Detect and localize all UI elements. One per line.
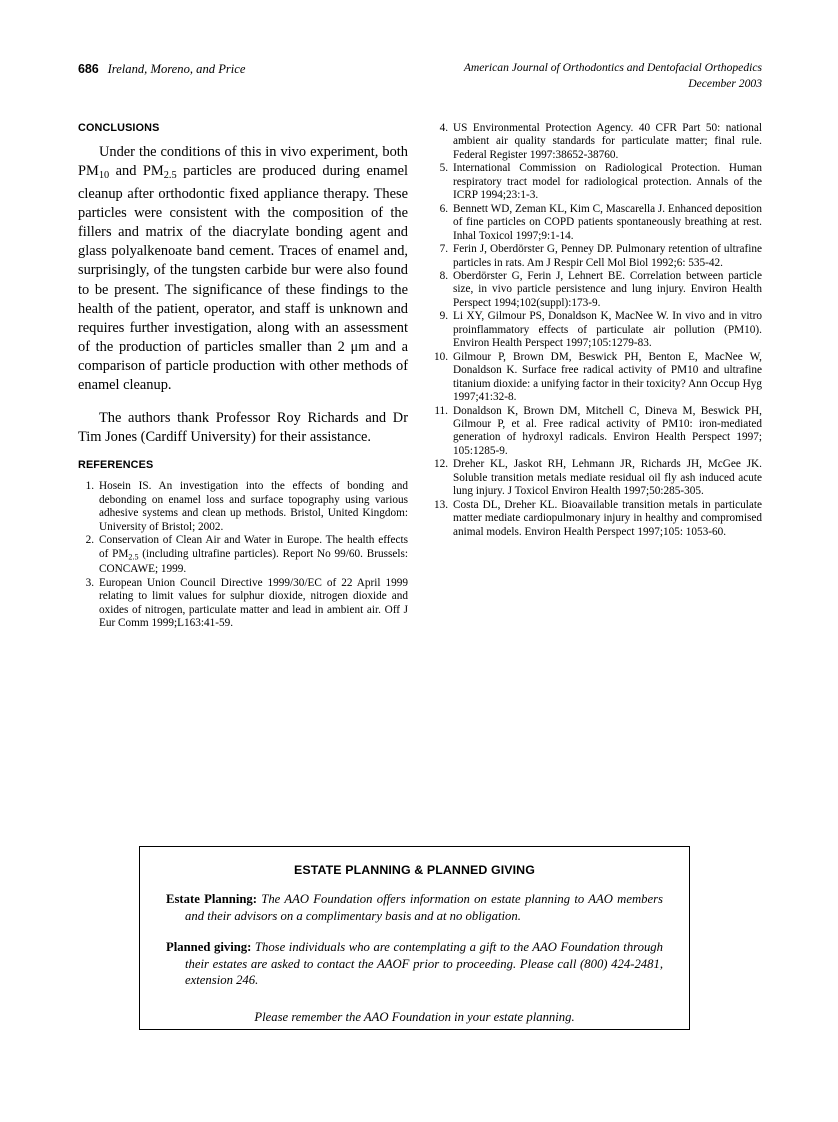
reference-text: Bennett WD, Zeman KL, Kim C, Mascarella J. Enhanced deposition of fine particles on COPD patients spontaneously breathing at rest. Inhal Toxicol 1997;9:1-14. xyxy=(453,202,762,242)
planned-giving-paragraph xyxy=(166,939,663,989)
reference-item xyxy=(432,270,762,310)
conclusions-heading: CONCLUSIONS xyxy=(78,122,160,134)
notice-title: ESTATE PLANNING & PLANNED GIVING xyxy=(294,863,535,877)
reference-number: 10. xyxy=(433,350,448,363)
reference-number: 8. xyxy=(439,269,448,282)
reference-number: 9. xyxy=(439,310,448,323)
reference-text-part-2: (including ultrafine particles). Report No 99/60. Brussels: CONCAWE; 1999. xyxy=(99,547,408,576)
reference-text: Hosein IS. An investigation into the effects of bonding and debonding on enamel loss and surface topography using various adhesive systems and clean up methods. Bristol, United Kingdom: University of Bristol; 2002. xyxy=(99,480,408,533)
reference-text: International Commission on Radiological Protection. Human respiratory tract model for radiological protection. Annals of the ICRP 1994;23:1-3. xyxy=(453,162,762,202)
conclusions-text-2: and PM xyxy=(109,163,164,180)
left-column xyxy=(78,122,408,631)
planned-giving-label: Planned giving: xyxy=(166,940,252,955)
paragraph-spacer xyxy=(78,395,408,409)
acknowledgment-spacer xyxy=(78,447,408,459)
right-column xyxy=(432,122,762,539)
running-head xyxy=(78,60,762,100)
conclusions-text-3: particles are produced during enamel cleanup after orthodontic fixed appliance therapy. These particles were consistent with the composition of the fillers and matrix of the diacrylate bonding agent and glass polyalkenoate band cement. Traces of enamel and, surprisingly, of the tungsten carbide bur were also found to be present. The significance of these findings to the health of the patient, operator, and staff is unknown and requires further investigation, along with an assessment of the production of particles smaller than 2 μm and a comparison of particle production with other methods of enamel cleanup. xyxy=(78,163,408,394)
reference-item xyxy=(432,162,762,202)
notice-content xyxy=(140,847,689,1025)
reference-item xyxy=(432,405,762,459)
notice-spacer xyxy=(166,924,663,939)
conclusions-text-1: Under the conditions of this in vivo experiment, both PM xyxy=(78,144,408,180)
reference-number: 4. xyxy=(439,122,448,134)
pm25-subscript: 2.5 xyxy=(163,169,177,181)
reference-item xyxy=(432,122,762,162)
estate-planning-paragraph xyxy=(166,891,663,924)
reference-item xyxy=(78,480,408,534)
reference-item xyxy=(432,458,762,498)
reference-item xyxy=(432,351,762,405)
running-head-right xyxy=(464,60,762,91)
reference-item xyxy=(78,534,408,577)
reference-text: Li XY, Gilmour PS, Donaldson K, MacNee W. In vivo and in vitro proinflammatory effects of particulate air pollution (PM10). Environ Health Perspect 1997;105:1279-83. xyxy=(453,310,762,350)
estate-planning-text: The AAO Foundation offers information on estate planning to AAO members and their advisors on a complimentary basis and at no obligation. xyxy=(185,892,663,923)
reference-number: 6. xyxy=(439,202,448,215)
reference-number: 5. xyxy=(439,162,448,175)
reference-text: Donaldson K, Brown DM, Mitchell C, Dineva M, Beswick PH, Gilmour P, et al. Free radical activity of PM10: iron-mediated generation of hydroxyl radicals. Environ Health Perspect 1997; 105:1285-9. xyxy=(453,404,762,457)
reference-number: 2. xyxy=(85,534,94,547)
pm25-subscript: 2.5 xyxy=(128,551,139,561)
reference-text: Dreher KL, Jaskot RH, Lehmann JR, Richards JH, McGee JK. Soluble transition metals mediate residual oil fly ash induced acute lung injury. J Toxicol Environ Health 1997;50:285-305. xyxy=(453,458,762,498)
reference-text: Ferin J, Oberdörster G, Penney DP. Pulmonary retention of ultrafine particles in rats. Am J Respir Cell Mol Biol 1992;6: 535-42. xyxy=(453,243,762,269)
reference-text: Oberdörster G, Ferin J, Lehnert BE. Correlation between particle size, in vivo particle persistence and lung injury. Environ Health Perspect 1994;102(suppl):173-9. xyxy=(453,269,762,309)
reference-text: Costa DL, Dreher KL. Bioavailable transition metals in particulate matter mediate cardiopulmonary injury in healthy and compromised animal models. Environ Health Perspect 1997;105: 1053-60. xyxy=(453,498,762,538)
reference-text: European Union Council Directive 1999/30/EC of 22 April 1999 relating to limit values for sulphur dioxide, nitrogen dioxide and oxides of nitrogen, particulate matter and lead in ambient air. Off J Eur Comm 1999;L163:41-59. xyxy=(99,576,408,630)
notice-closing-line: Please remember the AAO Foundation in your estate planning. xyxy=(254,1009,575,1024)
running-head-authors: Ireland, Moreno, and Price xyxy=(107,62,246,76)
reference-item xyxy=(432,243,762,270)
page-number: 686 xyxy=(78,62,99,76)
pm10-subscript: 10 xyxy=(98,169,110,181)
reference-list-right xyxy=(432,122,762,539)
reference-item xyxy=(432,203,762,243)
references-heading: REFERENCES xyxy=(78,459,154,472)
running-head-left xyxy=(78,60,245,78)
issue-date: December 2003 xyxy=(688,76,762,90)
reference-number: 1. xyxy=(85,480,94,493)
reference-text-part-1: Conservation of Clean Air and Water in Europe. The health effects of PM xyxy=(99,534,408,560)
estate-planning-notice-box xyxy=(139,846,690,1030)
conclusions-paragraph xyxy=(78,143,408,395)
reference-list-left xyxy=(78,480,408,630)
reference-item xyxy=(432,499,762,539)
reference-item xyxy=(432,310,762,350)
estate-planning-label: Estate Planning: xyxy=(166,892,257,906)
planned-giving-text: Those individuals who are contemplating a gift to the AAO Foundation through their estates are asked to contact the AAOF prior to proceeding. Please call (800) 424-2481, extension 246. xyxy=(185,940,663,988)
reference-text: Gilmour P, Brown DM, Beswick PH, Benton E, MacNee W, Donaldson K. Surface free radical activity of PM10 and ultrafine titanium dioxide: a unifying factor in their toxicity? Ann Occup Hyg 1997;41:32-8. xyxy=(453,350,762,404)
reference-number: 12. xyxy=(433,458,448,471)
reference-number: 7. xyxy=(439,243,448,256)
acknowledgment-paragraph: The authors thank Professor Roy Richards and Dr Tim Jones (Cardiff University) for their assistance. xyxy=(78,410,408,446)
reference-item xyxy=(78,577,408,631)
journal-title: American Journal of Orthodontics and Dentofacial Orthopedics xyxy=(463,61,762,74)
reference-text: US Environmental Protection Agency. 40 CFR Part 50: national ambient air quality standards for particulate matter; final rule. Federal Register 1997:38652-38760. xyxy=(453,122,762,161)
reference-number: 11. xyxy=(434,404,448,417)
reference-number: 3. xyxy=(85,576,94,589)
reference-number: 13. xyxy=(433,498,448,511)
